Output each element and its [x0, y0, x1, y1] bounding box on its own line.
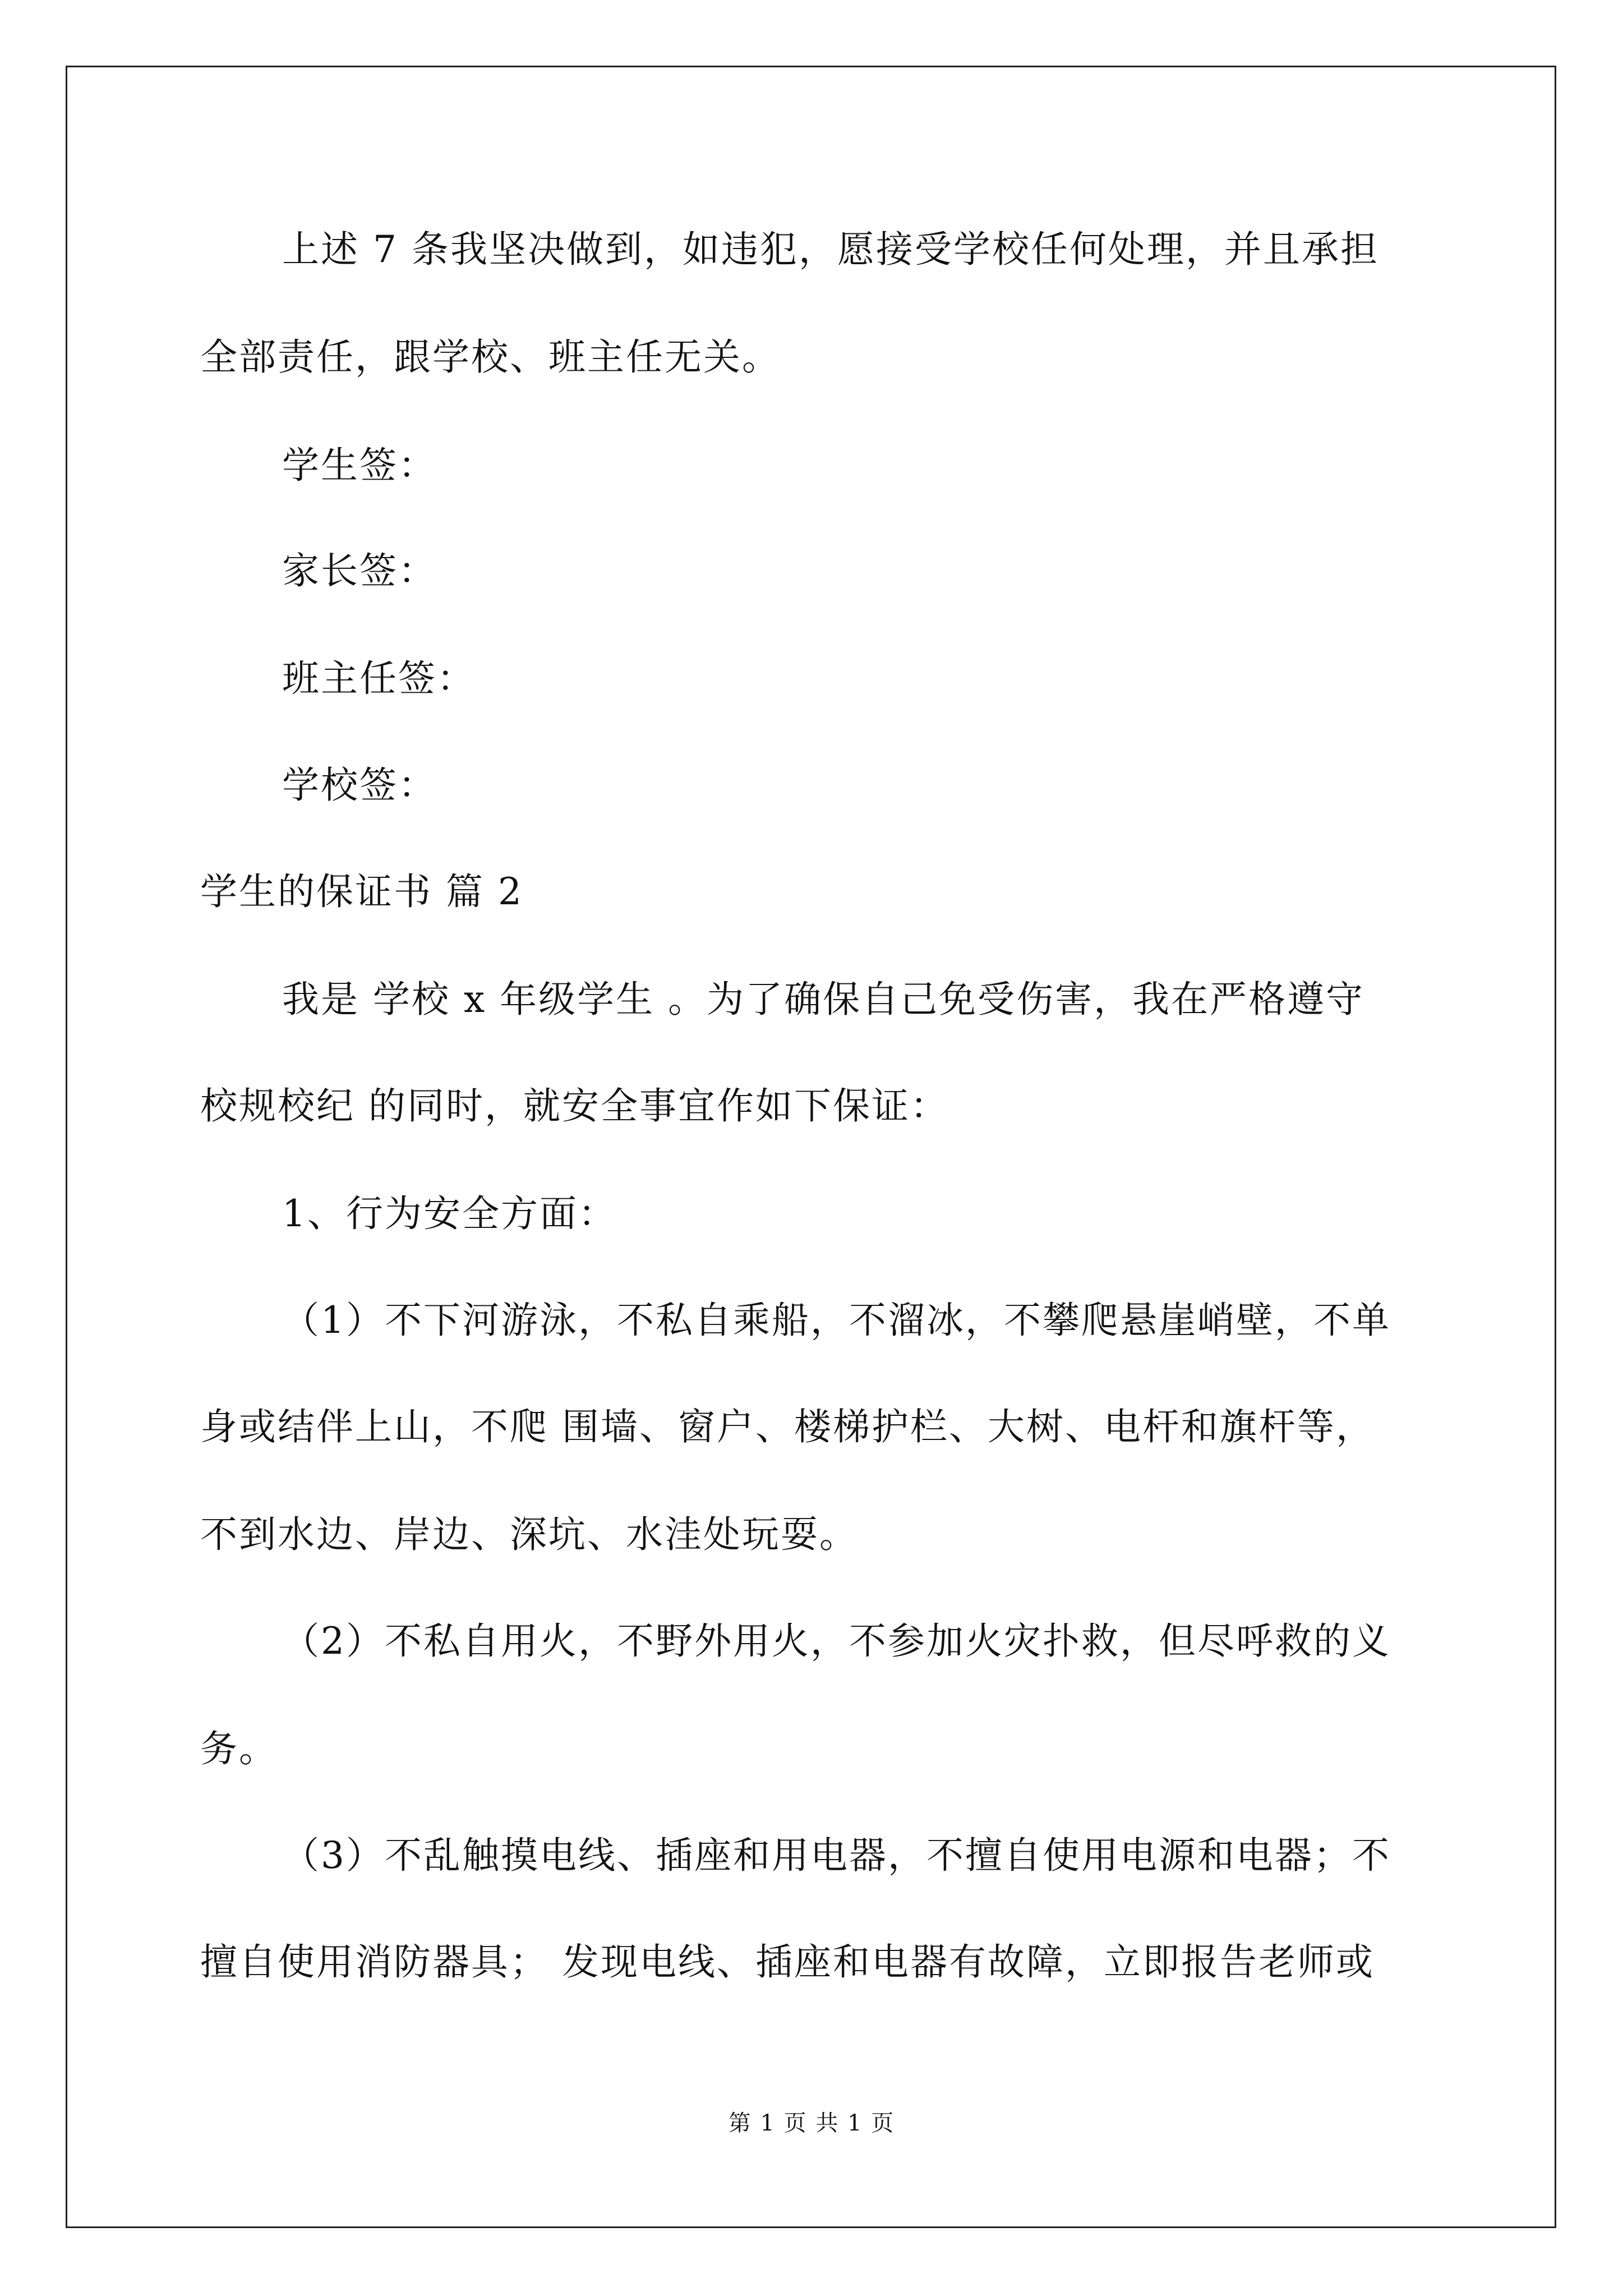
paragraph-line: 我是 学校 x 年级学生 。为了确保自己免受伤害，我在严格遵守: [282, 978, 1365, 1021]
paragraph-line: 全部责任，跟学校、班主任无关。: [200, 335, 781, 379]
list-item-line: 务。: [200, 1727, 278, 1770]
parent-signature-label: 家长签：: [282, 549, 437, 592]
list-item-line: 不到水边、岸边、深坑、水洼处玩耍。: [200, 1513, 858, 1556]
teacher-signature-label: 班主任签：: [282, 657, 476, 700]
list-item-line: 擅自使用消防器具； 发现电线、插座和电器有故障，立即报告老师或: [200, 1940, 1375, 1984]
list-item-line: （1）不下河游泳，不私自乘船，不溜冰，不攀爬悬崖峭壁，不单: [282, 1299, 1391, 1342]
list-item-line: 身或结伴上山，不爬 围墙、窗户、楼梯护栏、大树、电杆和旗杆等，: [200, 1405, 1375, 1448]
school-signature-label: 学校签：: [282, 763, 437, 807]
section-heading: 学生的保证书 篇 2: [200, 870, 523, 913]
paragraph-line: 上述 7 条我坚决做到，如违犯，愿接受学校任何处理，并且承担: [282, 228, 1379, 271]
page-footer: 第 1 页 共 1 页: [728, 2110, 895, 2136]
page-border: [66, 66, 1556, 2228]
paragraph-line: 校规校纪 的同时，就安全事宜作如下保证：: [200, 1084, 949, 1128]
student-signature-label: 学生签：: [282, 444, 437, 487]
list-heading: 1、行为安全方面：: [282, 1192, 617, 1235]
list-item-line: （3）不乱触摸电线、插座和用电器，不擅自使用电源和电器；不: [282, 1834, 1391, 1877]
list-item-line: （2）不私自用火，不野外用火，不参加火灾扑救，但尽呼救的义: [282, 1619, 1391, 1663]
